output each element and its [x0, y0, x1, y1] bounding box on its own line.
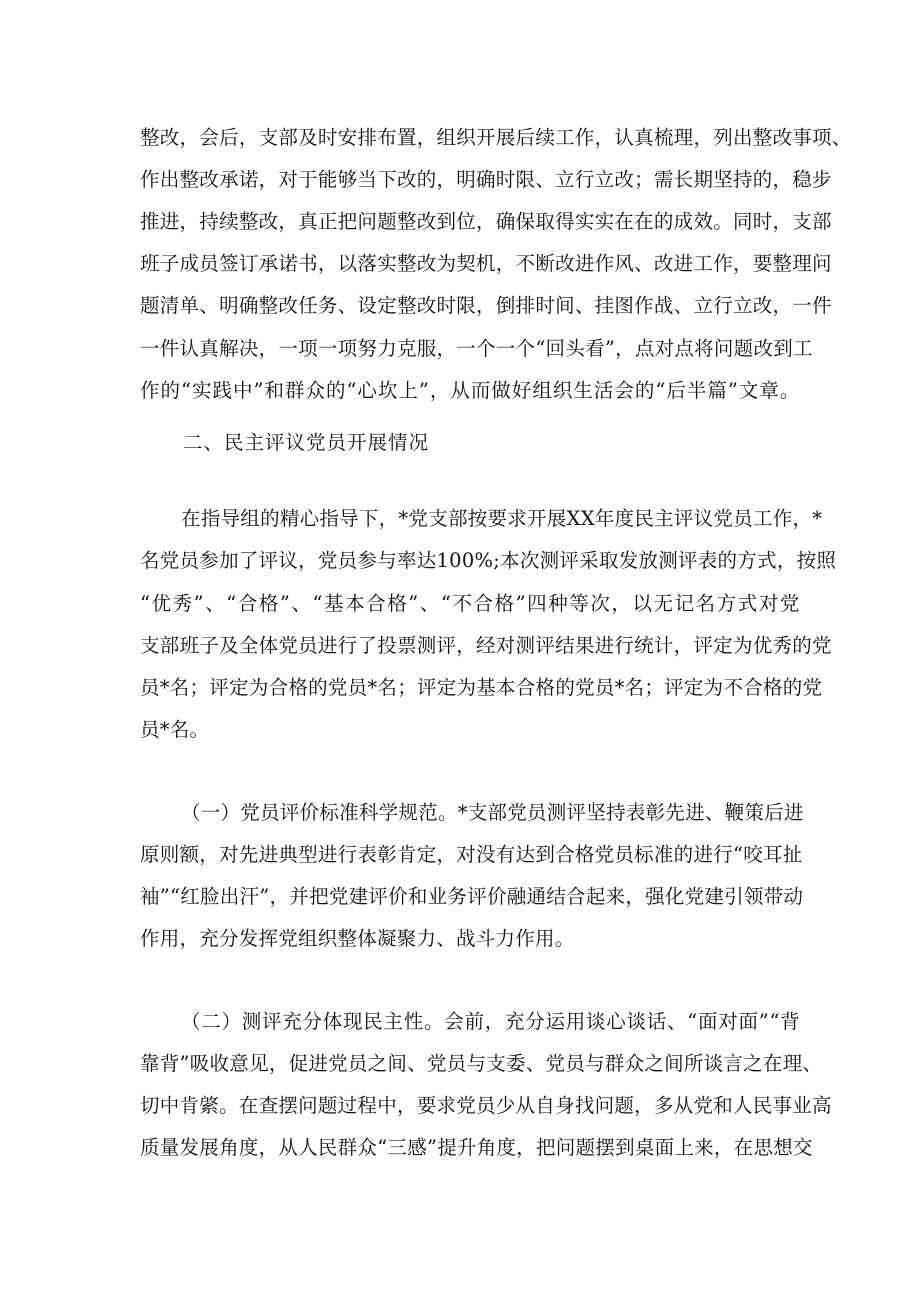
text-line-7: 作 的 “ 实 践 中 ” 和 群 众 的 “ 心 坎 上 ” ， 从 而 做 好 组 织 生 活 会 的 “ 后 半 篇 ” 文 章 。: [140, 379, 800, 402]
section-heading: 二、民主评议党员开展情况: [183, 431, 430, 454]
text-line-5: 题 清 单 、 明 确 整 改 任 务 、 设 定 整 改 时 限 ， 倒 排 时 间 、 挂 图 作 战 、 立 行 立 改 ， 一 件: [140, 294, 832, 317]
text-line-17: 袖 ” “ 红 脸 出 汗 ” ， 并 把 党 建 评 价 和 业 务 评 价 融 通 结 合 起 来 ， 强 化 党 建 引 领 带 动: [140, 885, 804, 908]
text-line-9: 在 指 导 组 的 精 心 指 导 下 ， * 党 支 部 按 要 求 开 展 X X 年 度 民 主 评 议 党 员 工 作 ， *: [181, 507, 823, 530]
text-line-4: 班 子 成 员 签 订 承 诺 书 ， 以 落 实 整 改 为 契 机 ， 不 断 改 进 作 风 、 改 进 工 作 ， 要 整 理 问: [140, 252, 832, 275]
text-line-2: 作 出 整 改 承 诺 ， 对 于 能 够 当 下 改 的 ， 明 确 时 限 、 立 行 立 改 ； 需 长 期 坚 持 的 ， 稳 步: [140, 168, 832, 191]
text-line-22: 质 量 发 展 角 度 ， 从 人 民 群 众 “ 三 感 ” 提 升 角 度 ， 把 问 题 摆 到 桌 面 上 来 ， 在 思 想 交: [140, 1136, 813, 1159]
text-line-16: 原 则 额 ， 对 先 进 典 型 进 行 表 彰 肯 定 ， 对 没 有 达 到 合 格 党 员 标 准 的 进 行 “ 咬 耳 扯: [140, 843, 803, 866]
text-line-3: 推 进 ， 持 续 整 改 ， 真 正 把 问 题 整 改 到 位 ， 确 保 取 得 实 实 在 在 的 成 效 。 同 时 ， 支 部: [140, 210, 832, 233]
text-line-10: 名 党 员 参 加 了 评 议 ， 党 员 参 与 率 达 1 0 0 % ; 本 次 测 评 采 取 发 放 测 评 表 的 方 式 ， 按 照: [140, 549, 837, 572]
text-line-6: 一 件 认 真 解 决 ， 一 项 一 项 努 力 克 服 ， 一 个 一 个 “ 回 头 看 ” ， 点 对 点 将 问 题 改 到 工: [140, 337, 813, 360]
text-line-18: 作用，充分发挥党组织整体凝聚力、战斗力作用。: [140, 927, 575, 950]
text-line-11: “ 优 秀 ” 、 “ 合 格 ” 、 “ 基 本 合 格 ” 、 “ 不 合 格 ” 四 种 等 次 ， 以 无 记 名 方 式 对 党: [140, 592, 800, 615]
text-line-1: 整 改 ， 会 后 ， 支 部 及 时 安 排 布 置 ， 组 织 开 展 后 续 工 作 ， 认 真 梳 理 ， 列 出 整 改 事 项 、: [140, 126, 852, 149]
text-line-19: （ 二 ） 测 评 充 分 体 现 民 主 性 。 会 前 ， 充 分 运 用 谈 心 谈 话 、 “ 面 对 面 ” “ 背: [181, 1010, 800, 1033]
text-line-21: 切 中 肯 綮 。 在 查 摆 问 题 过 程 中 ， 要 求 党 员 少 从 自 身 找 问 题 ， 多 从 党 和 人 民 事 业 高: [140, 1094, 832, 1117]
text-line-12: 支 部 班 子 及 全 体 党 员 进 行 了 投 票 测 评 ， 经 对 测 评 结 果 进 行 统 计 ， 评 定 为 优 秀 的 党: [140, 634, 832, 657]
text-line-20: 靠 背 ” 吸 收 意 见 ， 促 进 党 员 之 间 、 党 员 与 支 委 、 党 员 与 群 众 之 间 所 谈 言 之 在 理 、: [140, 1052, 823, 1075]
text-line-15: （ 一 ） 党 员 评 价 标 准 科 学 规 范 。 * 支 部 党 员 测 评 坚 持 表 彰 先 进 、 鞭 策 后 进: [181, 801, 804, 824]
text-line-14: 员*名。: [140, 718, 210, 741]
text-line-13: 员 * 名 ； 评 定 为 合 格 的 党 员 * 名 ； 评 定 为 基 本 合 格 的 党 员 * 名 ； 评 定 为 不 合 格 的 党: [140, 676, 823, 699]
